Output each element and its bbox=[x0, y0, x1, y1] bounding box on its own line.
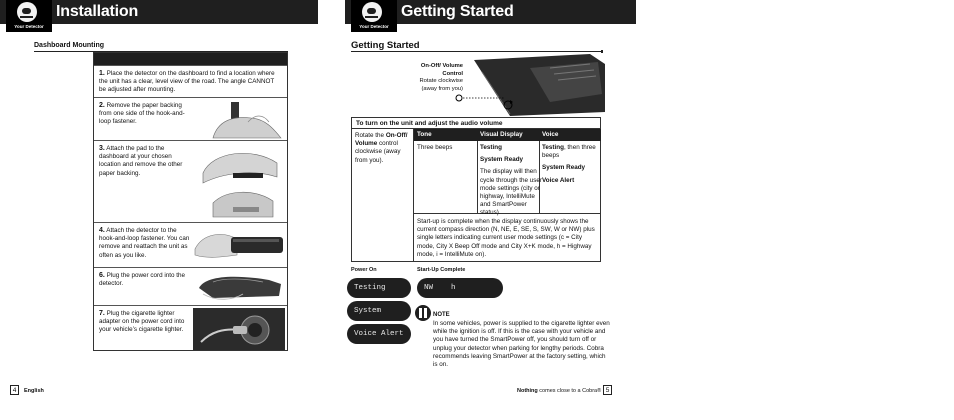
attach-pad-illustration bbox=[193, 143, 285, 221]
footer-language: English bbox=[24, 388, 44, 394]
step-text: 2. Remove the paper backing from one side of the hook-and-loop fastener. bbox=[99, 102, 185, 126]
badge bbox=[6, 0, 52, 32]
page-number: 4 bbox=[10, 385, 19, 395]
onoff-label bbox=[403, 63, 463, 93]
voice-value: Testing, then three beeps System Ready Voice Alert bbox=[542, 144, 596, 184]
right-page bbox=[345, 0, 636, 420]
display-startup-complete: NW h bbox=[417, 278, 503, 298]
step-text: 7. Plug the cigarette lighter adapter on the power cord into your vehicle’s cigarette lighter. bbox=[99, 310, 185, 334]
startup-table bbox=[414, 129, 601, 258]
onoff-label-text: Rotate clockwise (away from you) bbox=[419, 78, 463, 92]
header-band bbox=[0, 0, 318, 29]
volume-box bbox=[351, 117, 601, 262]
peel-backing-illustration bbox=[193, 100, 285, 139]
display-voice-alert: Voice Alert bbox=[347, 324, 411, 344]
plug-cord-illustration bbox=[193, 270, 285, 304]
power-on-label: Power On bbox=[351, 267, 377, 273]
left-page bbox=[0, 0, 318, 420]
note-text: In some vehicles, power is supplied to the cigarette lighter even while the ignition is off. If this is the case with your vehicle and you have turned the SmartPower off, you should turn off or unplug your detector when parking for lengthy periods. Cobra recommends leaving SmartPower at the factory setting, which is on. bbox=[433, 320, 610, 368]
page-number: 5 bbox=[603, 385, 612, 395]
volume-box-heading: To turn on the unit and adjust the audio volume bbox=[352, 118, 600, 129]
table-header bbox=[414, 129, 601, 141]
rotate-clockwise-icon bbox=[501, 98, 515, 112]
header-band bbox=[345, 0, 636, 29]
footer-tagline: Nothing comes close to a Cobra® bbox=[517, 388, 602, 394]
steps-table bbox=[93, 52, 288, 351]
detector-logo-icon bbox=[362, 2, 382, 22]
col-visual-display: Visual Display bbox=[480, 131, 523, 138]
step-7 bbox=[94, 305, 287, 351]
step-1 bbox=[94, 65, 287, 97]
instruction-text: Rotate the On-Off/ Volume control clockwise (away from you). bbox=[352, 129, 414, 262]
section-heading: Getting Started bbox=[351, 40, 420, 51]
page-title: Installation bbox=[56, 3, 139, 20]
onoff-label-bold: On-Off/ Volume Control bbox=[420, 63, 463, 77]
note-heading: NOTE bbox=[433, 312, 450, 318]
startup-complete-label: Start-Up Complete bbox=[417, 267, 466, 273]
note-icon bbox=[415, 305, 431, 321]
step-6 bbox=[94, 267, 287, 305]
startup-complete-text: Start-up is complete when the display continuously shows the current compass direction (N, NE, E, SE, S, SW, W or NW) plus single letters indicating current user mode settings (c = City mode, City X Beep Off mode and City X+K mode, h = Highway mode, i = IntelliMute on). bbox=[417, 218, 595, 258]
badge bbox=[351, 0, 397, 32]
step-2 bbox=[94, 97, 287, 140]
col-tone: Tone bbox=[417, 131, 432, 138]
step-text: 3. Attach the pad to the dashboard at your chosen location and remove the other paper backing. bbox=[99, 145, 183, 177]
step-3 bbox=[94, 140, 287, 222]
divider bbox=[477, 141, 478, 214]
step-text: 1. Place the detector on the dashboard to find a location where the unit has a clear, level view of the road. The angle CANNOT be adjusted after mounting. bbox=[99, 70, 275, 94]
attach-detector-illustration bbox=[193, 225, 285, 266]
step-4 bbox=[94, 222, 287, 267]
steps-table-header bbox=[94, 53, 287, 65]
table-row bbox=[414, 141, 601, 217]
col-voice: Voice bbox=[542, 131, 559, 138]
badge-label: Your Detector bbox=[359, 24, 389, 29]
cigarette-lighter-illustration bbox=[193, 308, 285, 350]
section-rule bbox=[351, 51, 601, 52]
section-heading: Dashboard Mounting bbox=[34, 42, 104, 49]
display-system: System bbox=[347, 301, 411, 321]
display-value: Testing System Ready The display will then cycle through the user mode settings (city or highway, IntelliMute and SmartPower status). bbox=[480, 144, 542, 217]
display-testing: Testing bbox=[347, 278, 411, 298]
badge-label: Your Detector bbox=[14, 24, 44, 29]
step-text: 4. Attach the detector to the hook-and-loop fastener. You can remove and reattach the unit as often as you like. bbox=[99, 227, 190, 259]
detector-logo-icon bbox=[17, 2, 37, 22]
tone-value: Three beeps bbox=[417, 144, 453, 151]
step-text: 6. Plug the power cord into the detector. bbox=[99, 272, 186, 288]
page-title: Getting Started bbox=[401, 3, 514, 20]
